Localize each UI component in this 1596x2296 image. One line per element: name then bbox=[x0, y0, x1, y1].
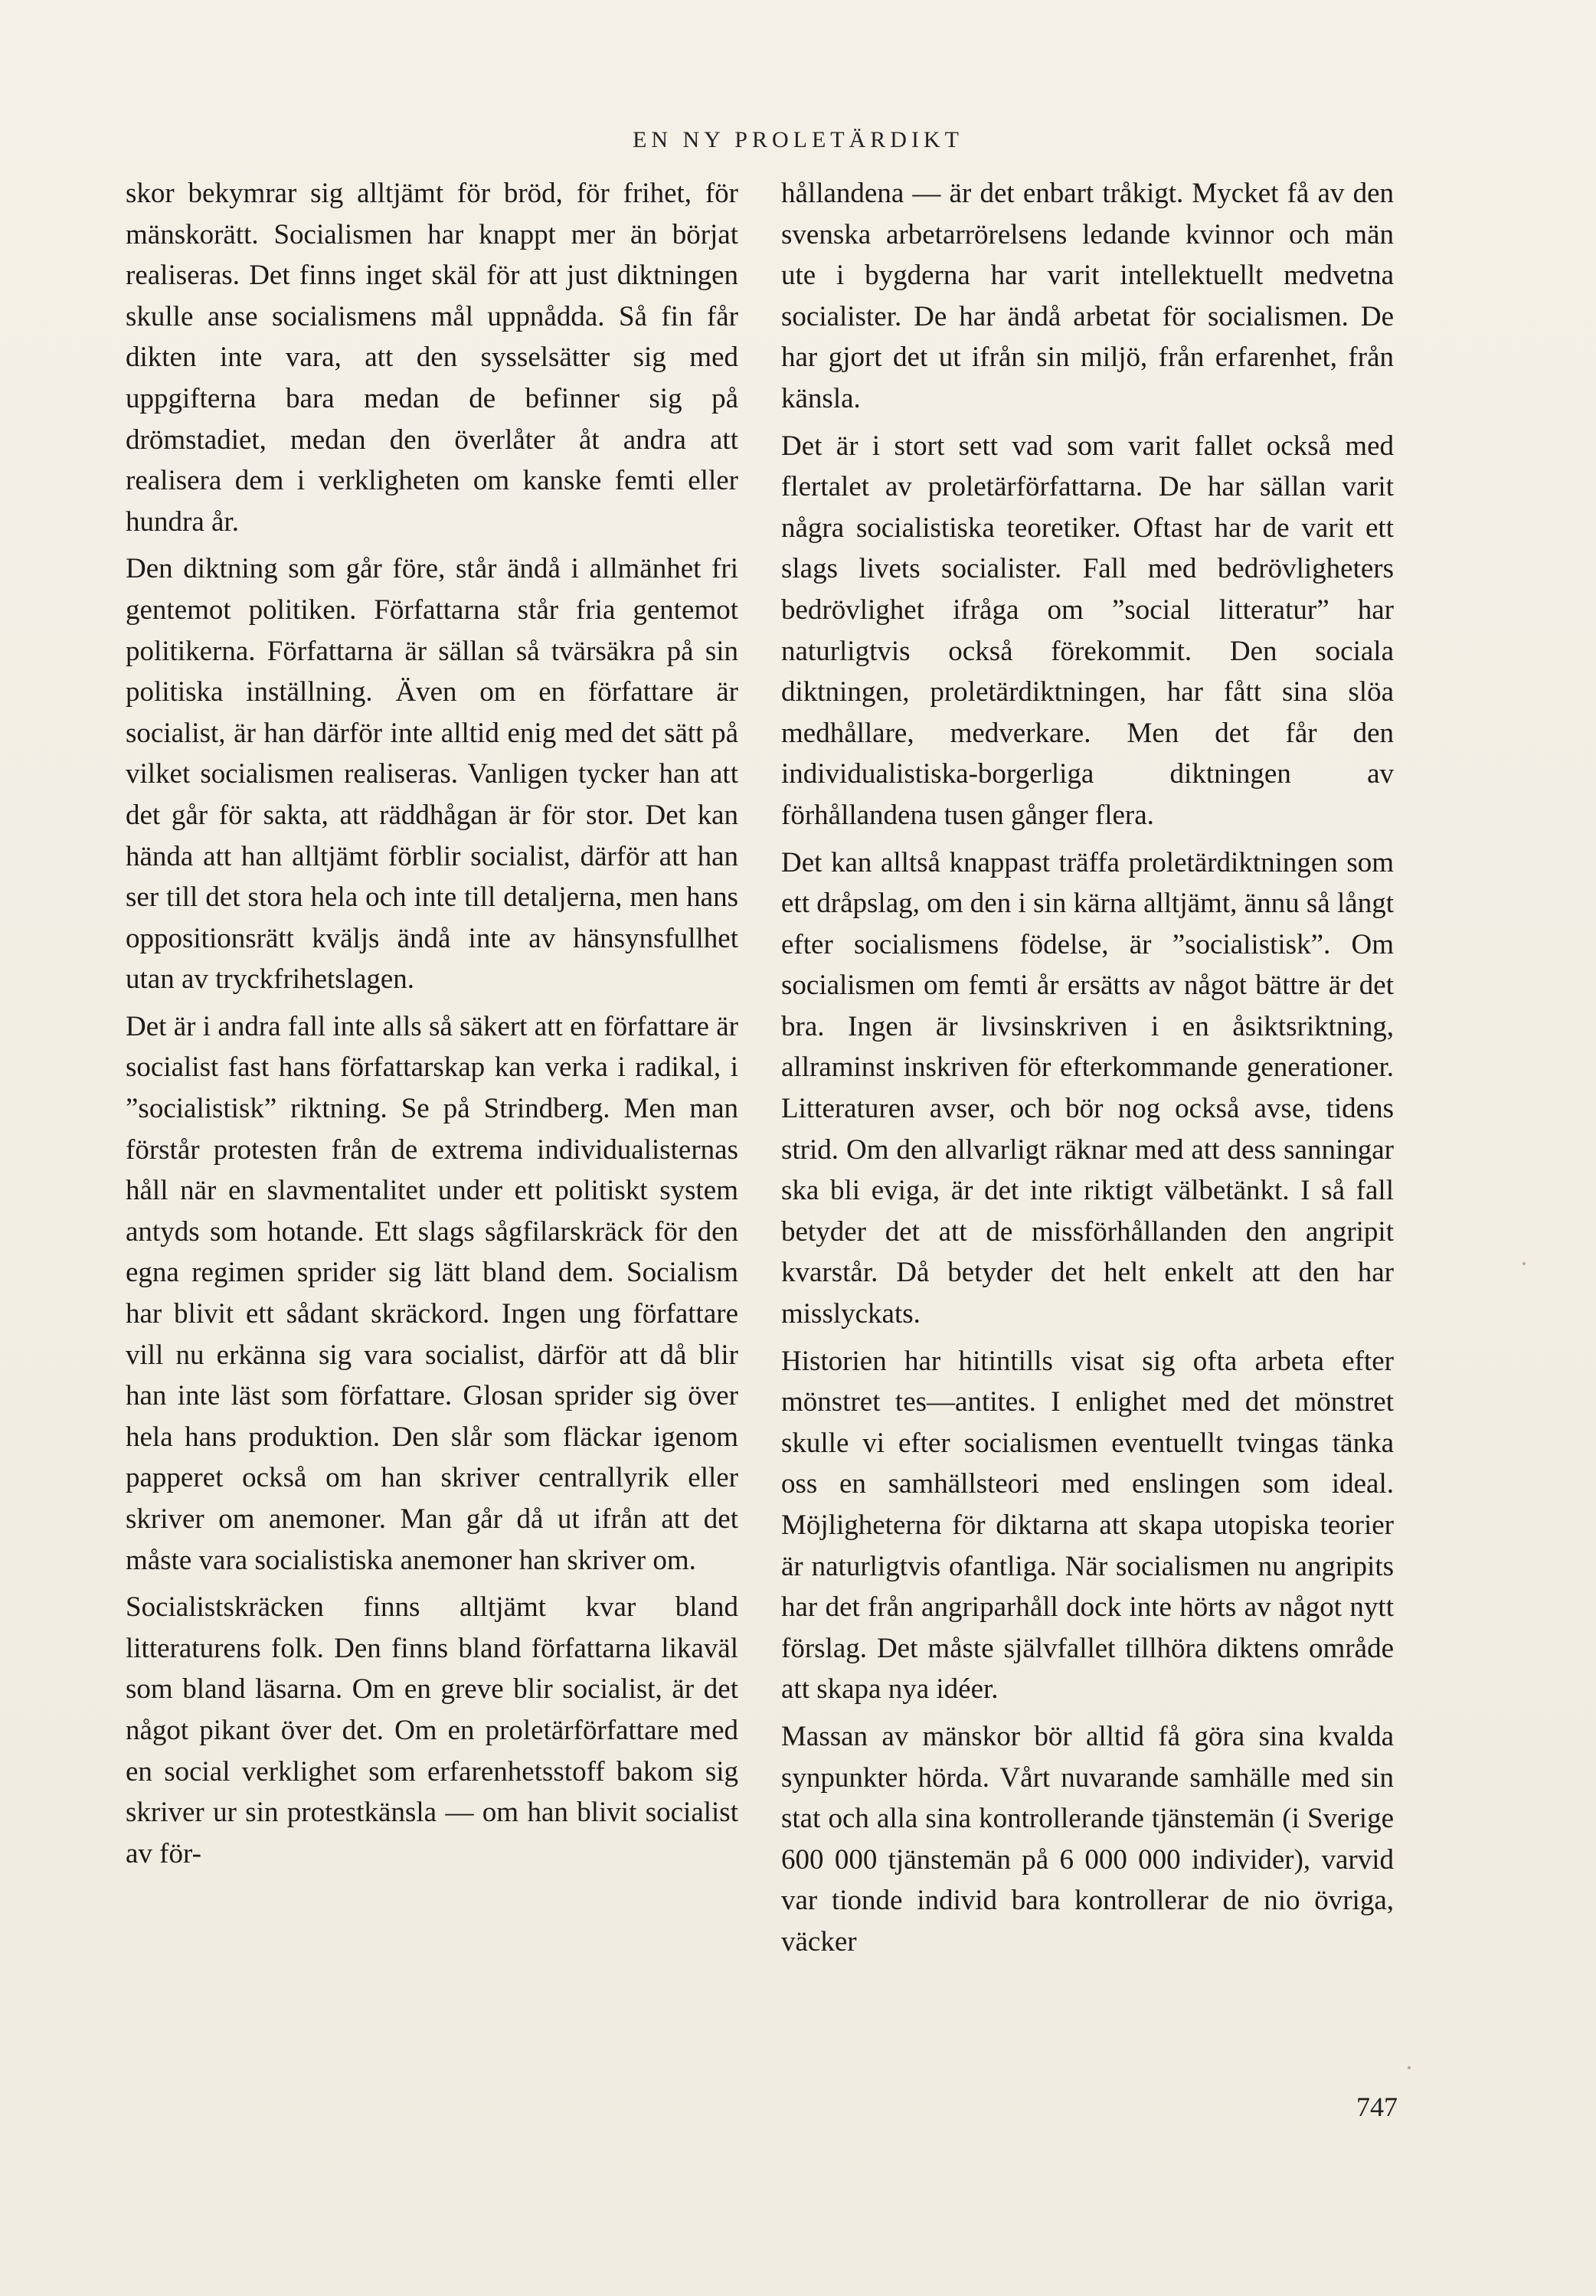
paper-speck bbox=[1408, 2066, 1411, 2069]
page-number: 747 bbox=[1356, 2092, 1398, 2122]
paragraph: hållandena — är det enbart tråkigt. Mycket få av den svenska arbetarrörelsens ledande kvinnor och män ute i bygderna har varit intellektuellt medvetna socialister. De har ändå arbetat för socialismen. De har gjort det ut ifrån sin miljö, från erfarenhet, från känsla. bbox=[781, 178, 1394, 414]
paragraph: skor bekymrar sig alltjämt för bröd, för frihet, för mänskorätt. Socialismen har knappt mer än börjat realiseras. Det finns inget skäl för att just diktningen skulle anse socialismens mål uppnådda. Så fin får dikten inte vara, att den sysselsätter sig med uppgifterna bara medan de befinner sig på drömstadiet, medan den överlåter åt andra att realisera dem i verkligheten om kanske femti eller hundra år. bbox=[126, 178, 738, 538]
paragraph: Socialistskräcken finns alltjämt kvar bland litteraturens folk. Den finns bland författarna likaväl som bland läsarna. Om en greve blir socialist, är det något pikant över det. Om en proletärförfattare med en social verklighet som erfarenhetsstoff bakom sig skriver ur sin protestkänsla — om han blivit socialist av för- bbox=[126, 1591, 738, 1869]
paragraph: Historien har hitintills visat sig ofta arbeta efter mönstret tes—antites. I enlighet med det mönstret skulle vi efter socialismen eventuellt tvingas tänka oss en samhällsteori med enslingen som ideal. Möjligheterna för diktarna att skapa utopiska teorier är naturligtvis ofantliga. När socialismen nu angripits har det från angriparhåll dock inte hörts av något nytt förslag. Det måste självfallet tillhöra diktens område att skapa nya idéer. bbox=[781, 1345, 1394, 1706]
paragraph: Den diktning som går före, står ändå i allmänhet fri gentemot politiken. Författarna står fria gentemot politikerna. Författarna är sällan så tvärsäkra på sin politiska inställning. Även om en författare är socialist, är han därför inte alltid enig med det sätt på vilket socialismen realiseras. Vanligen tycker han att det går för sakta, att räddhågan är för stor. Det kan hända att han alltjämt förblir socialist, därför att han ser till det stora hela och inte till detaljerna, men hans oppositionsrätt kväljs ändå inte av hänsynsfullhet utan av tryckfrihetslagen. bbox=[126, 553, 738, 996]
paragraph: Det är i stort sett vad som varit fallet också med flertalet av proletärförfattarna. De har sällan varit några socialistiska teoretiker. Oftast har de varit ett slags livets socialister. Fall med bedrövligheters bedrövlighet ifråga om ”social litteratur” har naturligtvis också förekommit. Den sociala diktningen, proletärdiktningen, har fått sina slöa medhållare, medverkare. Men det får den individualistiska-borgerliga diktningen av förhållandena tusen gånger flera. bbox=[781, 430, 1394, 831]
paper-speck bbox=[1522, 1262, 1526, 1265]
paragraph: Massan av mänskor bör alltid få göra sina kvalda synpunkter hörda. Vårt nuvarande samhälle med sin stat och alla sina kontrollerande tjänstemän (i Sverige 600 000 tjänstemän på 6 000 000 individer), varvid var tionde individ bara kontrollerar de nio övriga, väcker bbox=[781, 1720, 1394, 1957]
right-column bbox=[781, 173, 1394, 1969]
paragraph: Det är i andra fall inte alls så säkert att en författare är socialist fast hans författarskap kan verka i radikal, i ”socialistisk” riktning. Se på Strindberg. Men man förstår protesten från de extrema individualisternas håll när en slavmentalitet under ett politiskt system antyds som hotande. Ett slags sågfilarskräck för den egna regimen sprider sig lätt bland dem. Socialism har blivit ett sådant skräckord. Ingen ung författare vill nu erkänna sig vara socialist, därför att då blir han inte läst som författare. Glosan sprider sig över hela hans produktion. Den slår som fläckar igenom papperet också om han skriver centrallyrik eller skriver om anemoner. Man går då ut ifrån att det måste vara socialistiska anemoner han skriver om. bbox=[126, 1010, 738, 1576]
paragraph: Det kan alltså knappast träffa proletärdiktningen som ett dråpslag, om den i sin kärna alltjämt, ännu så långt efter socialismens födelse, är ”socialistisk”. Om socialismen om femti år ersätts av något bättre är det bra. Ingen är livsinskriven i en åsiktsriktning, allraminst inskriven för efterkommande generationer. Litteraturen avser, och bör nog också avse, tidens strid. Om den allvarligt räknar med att dess sanningar ska bli eviga, är det inte riktigt välbetänkt. I så fall betyder det att de missförhållanden den angripit kvarstår. Då betyder det helt enkelt att den har misslyckats. bbox=[781, 846, 1394, 1330]
running-head: EN NY PROLETÄRDIKT bbox=[633, 127, 963, 152]
left-column bbox=[126, 173, 738, 1880]
